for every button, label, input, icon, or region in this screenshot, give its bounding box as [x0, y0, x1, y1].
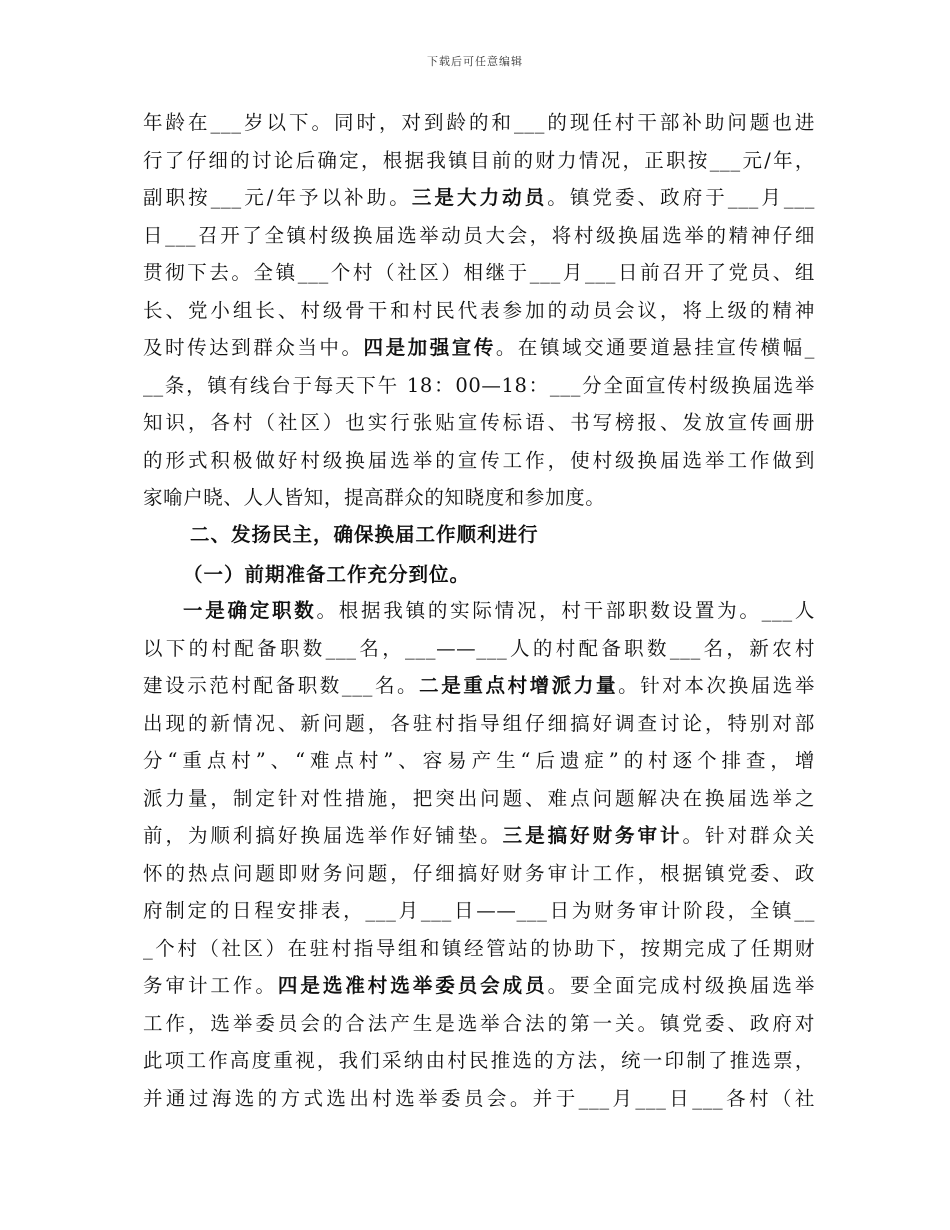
text-line — [143, 1010, 815, 1038]
text-line — [143, 447, 815, 475]
text-line — [143, 372, 815, 400]
section-heading: 二、发扬民主，确保换届工作顺利进行 — [190, 523, 539, 546]
text-line — [143, 747, 815, 775]
text-line — [143, 635, 815, 663]
text-run: 长、党小组长、村级骨干和村民代表参加的动员会议，将上级的精神 — [143, 298, 815, 322]
bold-phrase: 四是选准村选举委员会成员 — [277, 974, 548, 997]
text-run: 。根据我镇的实际情况，村干部职数设置为。___人 — [316, 599, 815, 622]
text-run: 前，为顺利搞好换届选举作好铺垫。 — [143, 824, 503, 847]
page-header: 下载后可任意编辑 — [427, 55, 523, 68]
text-line — [143, 222, 815, 250]
text-run: 知识，各村（社区）也实行张贴宣传标语、书写榜报、发放宣传画册 — [143, 411, 815, 434]
text-line — [183, 597, 815, 625]
text-line — [143, 484, 815, 512]
text-run: 贯彻下去。全镇___个村（社区）相继于___月___日前召开了党员、组 — [143, 261, 815, 284]
text-line — [143, 184, 815, 212]
text-run: 怀的热点问题即财务问题，仔细搞好财务审计工作，根据镇党委、政 — [143, 861, 815, 885]
text-line — [143, 334, 815, 362]
text-line — [143, 897, 815, 925]
text-run: 派力量，制定针对性措施，把突出问题、难点问题解决在换届选举之 — [143, 786, 815, 810]
text-run: 。针对本次换届选举 — [618, 674, 816, 697]
text-run: 务审计工作。 — [143, 974, 278, 997]
text-run: 行了仔细的讨论后确定，根据我镇目前的财力情况，正职按___元/年， — [143, 148, 815, 172]
text-run: 年龄在___岁以下。同时，对到龄的和___的现任村干部补助问题也进 — [143, 111, 815, 134]
text-line — [143, 109, 815, 137]
text-line — [143, 710, 815, 738]
text-line — [143, 860, 815, 888]
text-run: 的形式积极做好村级换届选举的宣传工作，使村级换届选举工作做到 — [143, 448, 815, 472]
text-run: 以下的村配备职数___名，___——___人的村配备职数___名，新农村 — [143, 636, 815, 660]
text-run: 并通过海选的方式选出村选举委员会。并于___月___日___各村（社 — [143, 1086, 815, 1110]
sub-heading: （一）前期准备工作充分到位。 — [183, 563, 471, 586]
bold-phrase: 三是搞好财务审计 — [502, 824, 683, 847]
bold-phrase: 一是确定职数 — [183, 599, 317, 622]
text-run: 。镇党委、政府于___月___ — [547, 186, 815, 209]
text-run: 工作，选举委员会的合法产生是选举合法的第一关。镇党委、政府对 — [143, 1011, 815, 1035]
text-run: 府制定的日程安排表，___月___日——___日为财务审计阶段，全镇__ — [143, 899, 815, 922]
text-line — [143, 409, 815, 437]
text-line — [143, 1085, 815, 1113]
text-line — [143, 785, 815, 813]
text-line — [143, 672, 815, 700]
text-run: _个村（社区）在驻村指导组和镇经管站的协助下，按期完成了任期财 — [143, 936, 815, 960]
text-line — [143, 297, 815, 325]
text-run: 。针对群众关 — [682, 824, 815, 847]
text-run: 。要全面完成村级换届选举 — [547, 974, 815, 997]
text-run: 建设示范村配备职数___名。 — [143, 674, 420, 697]
text-line — [143, 147, 815, 175]
text-line — [143, 972, 815, 1000]
text-run: 及时传达到群众当中。 — [143, 336, 364, 359]
text-run: 日___召开了全镇村级换届选举动员大会，将村级换届选举的精神仔细 — [143, 223, 815, 247]
text-line — [143, 259, 815, 287]
bold-phrase: 二是重点村增派力量 — [419, 674, 619, 697]
text-run: 出现的新情况、新问题，各驻村指导组仔细搞好调查讨论，特别对部 — [143, 711, 815, 735]
text-line — [143, 1047, 815, 1075]
text-run: 分“重点村”、“难点村”、容易产生“后遗症”的村逐个排查，增 — [143, 749, 815, 772]
text-run: 副职按___元/年予以补助。 — [143, 186, 412, 209]
text-run: __条，镇有线台于每天下午 18：00—18：___分全面宣传村级换届选举 — [143, 373, 815, 397]
bold-phrase: 四是加强宣传 — [363, 336, 496, 359]
bold-phrase: 三是大力动员 — [411, 186, 548, 209]
text-run: 。在镇域交通要道悬挂宣传横幅_ — [495, 336, 815, 359]
text-line — [143, 935, 815, 963]
text-line — [143, 822, 815, 850]
text-run: 此项工作高度重视，我们采纳由村民推选的方法，统一印制了推选票， — [143, 1049, 815, 1072]
text-run: 家喻户晓、人人皆知，提高群众的知晓度和参加度。 — [143, 486, 606, 509]
